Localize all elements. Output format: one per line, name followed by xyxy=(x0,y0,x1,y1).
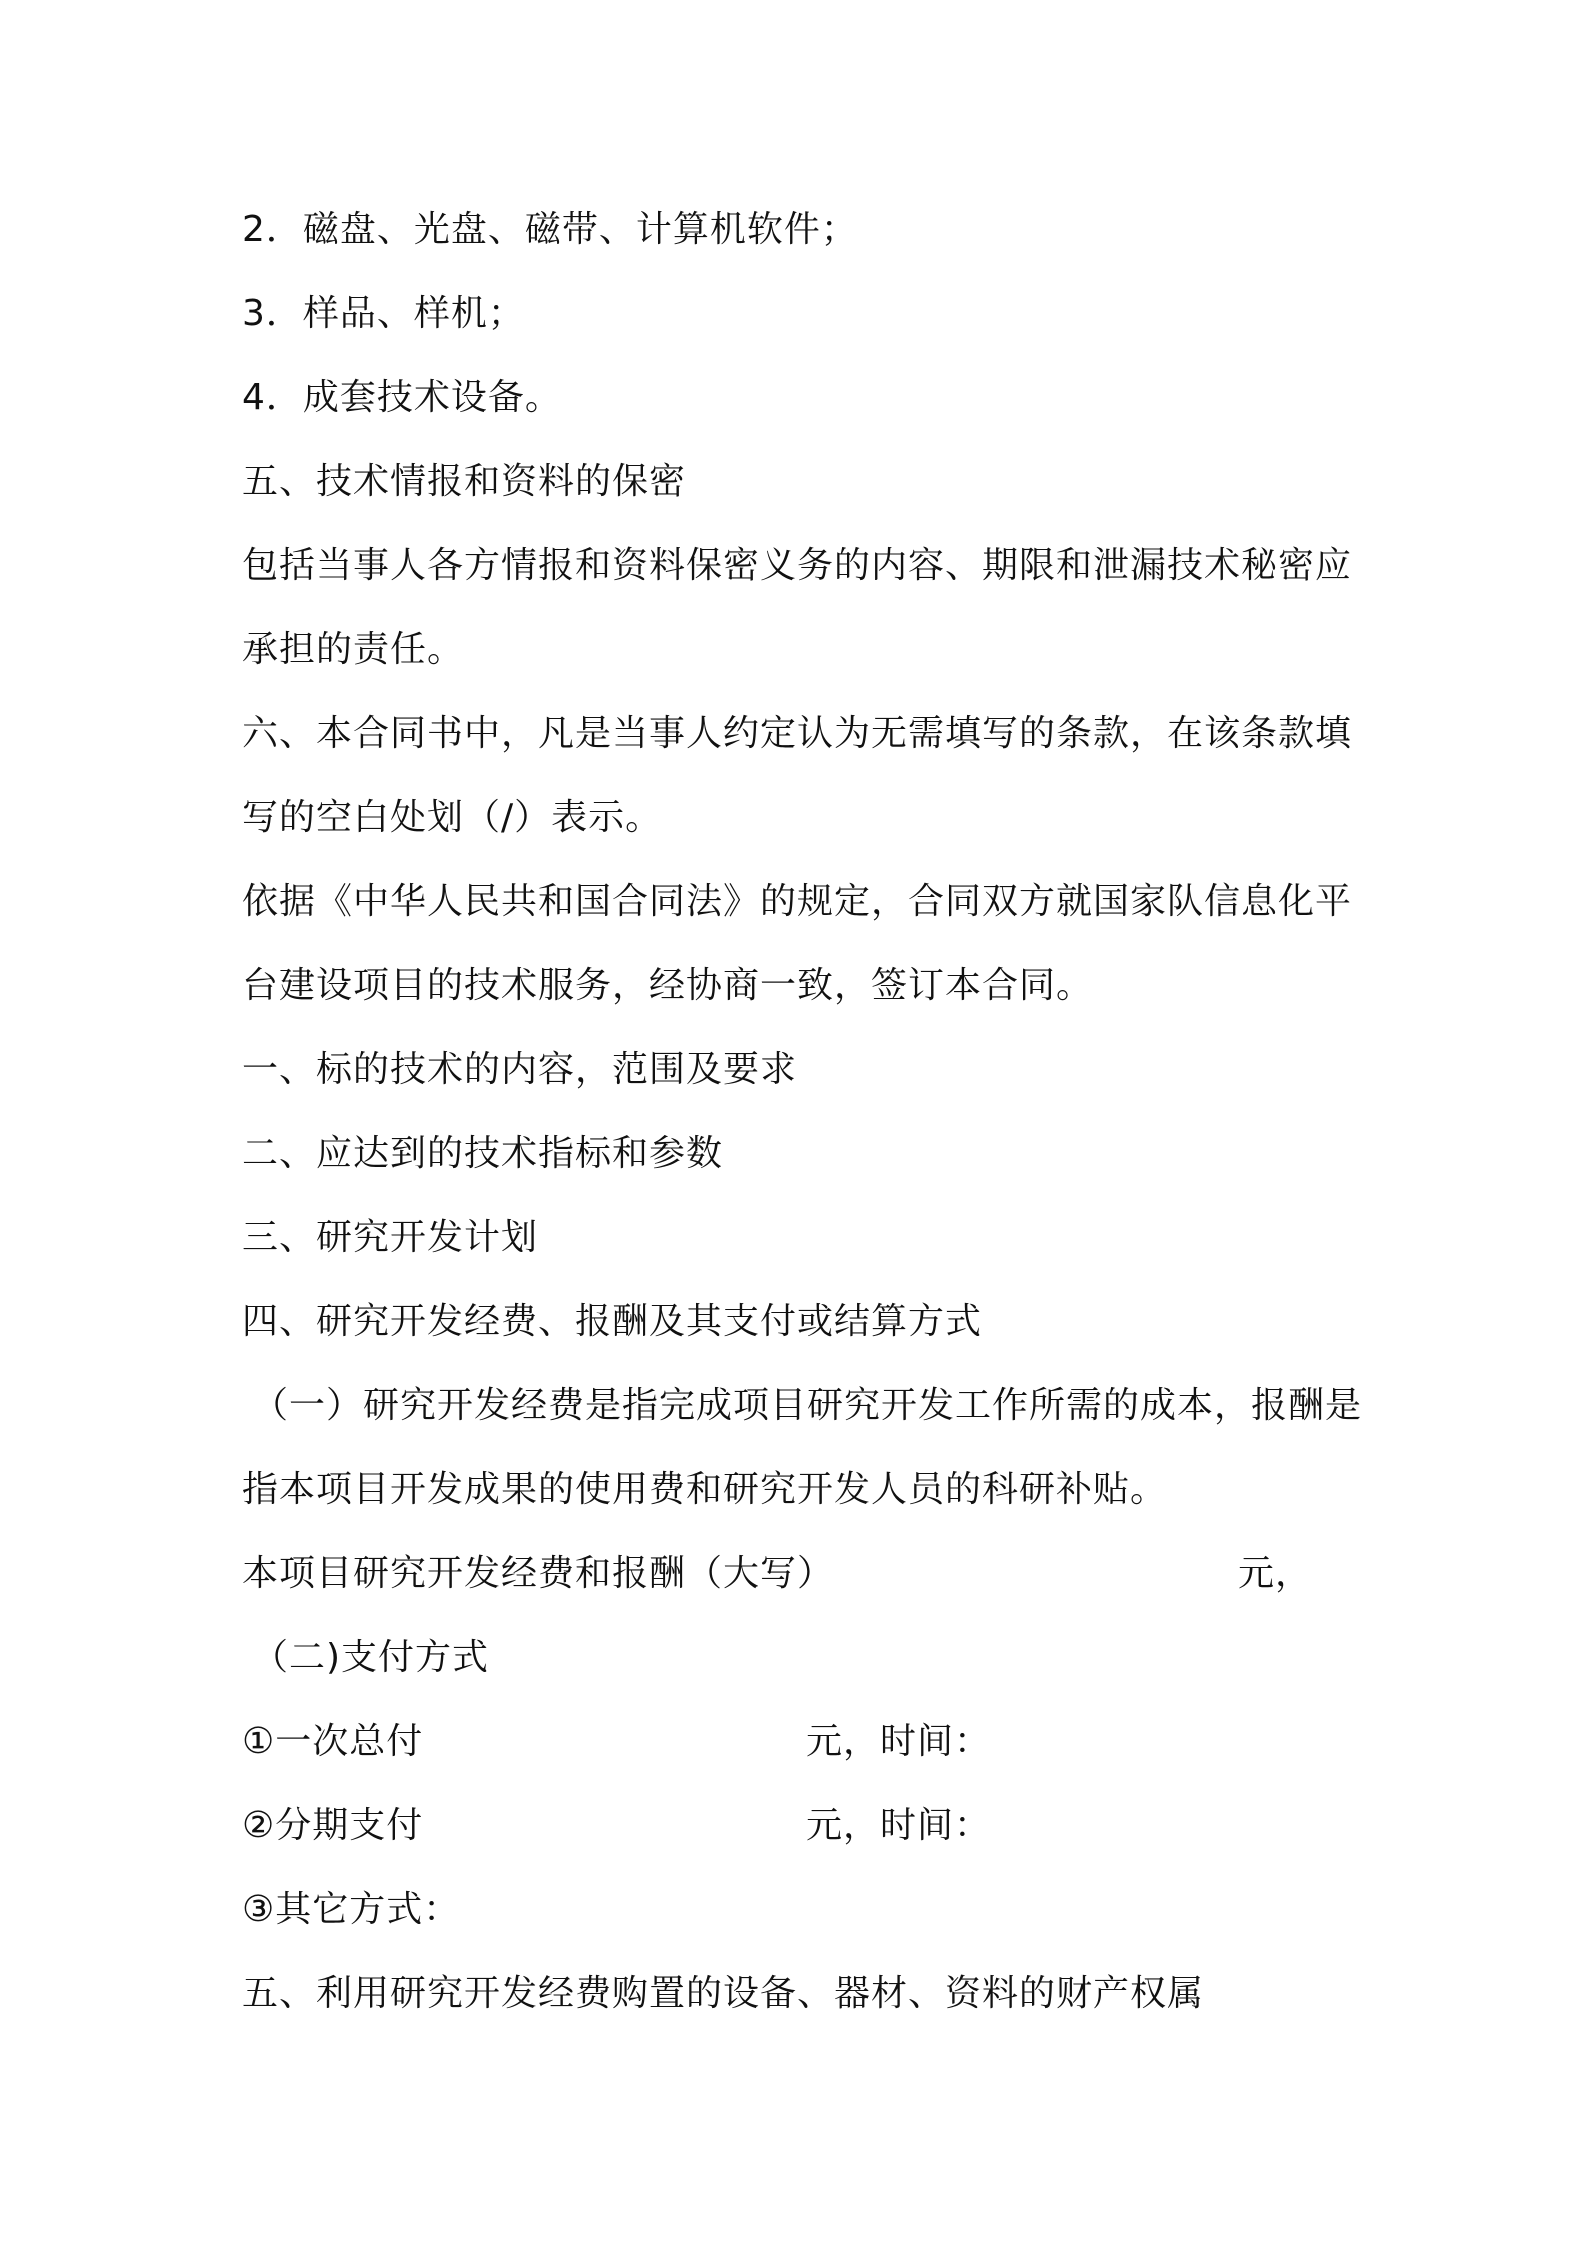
heading-article-5-property: 五、利用研究开发经费购置的设备、器材、资料的财产权属 xyxy=(242,1973,1205,2014)
total-amount-unit: 元， xyxy=(1238,1553,1313,1594)
heading-section-5-confidentiality: 五、技术情报和资料的保密 xyxy=(242,461,687,502)
paragraph-confidentiality-line-1: 包括当事人各方情报和资料保密义务的内容、期限和泄漏技术秘密应 xyxy=(242,545,1353,586)
item-4-equipment: 4．成套技术设备。 xyxy=(242,377,562,418)
heading-article-3: 三、研究开发计划 xyxy=(242,1217,539,1258)
heading-article-2: 二、应达到的技术指标和参数 xyxy=(242,1133,724,1174)
lump-sum-unit-time: 元，时间： xyxy=(806,1721,992,1762)
heading-article-1: 一、标的技术的内容，范围及要求 xyxy=(242,1049,798,1090)
paragraph-confidentiality-line-2: 承担的责任。 xyxy=(242,629,465,670)
preamble-line-1: 依据《中华人民共和国合同法》的规定，合同双方就国家队信息化平 xyxy=(242,881,1353,922)
payment-method-heading: （二)支付方式 xyxy=(252,1637,490,1678)
item-3-samples: 3．样品、样机； xyxy=(242,293,525,334)
paragraph-funding-line-1: （一）研究开发经费是指完成项目研究开发工作所需的成本，报酬是 xyxy=(252,1385,1363,1426)
heading-section-6-line-1: 六、本合同书中，凡是当事人约定认为无需填写的条款，在该条款填 xyxy=(242,713,1353,754)
total-amount-label: 本项目研究开发经费和报酬（大写） xyxy=(242,1553,835,1594)
installment-unit-time: 元，时间： xyxy=(806,1805,992,1846)
item-2-media: 2．磁盘、光盘、磁带、计算机软件； xyxy=(242,209,858,250)
paragraph-funding-line-2: 指本项目开发成果的使用费和研究开发人员的科研补贴。 xyxy=(242,1469,1168,1510)
lump-sum-label: ①一次总付 xyxy=(242,1721,424,1762)
other-method-label: ③其它方式： xyxy=(242,1889,461,1930)
heading-section-6-line-2: 写的空白处划（/）表示。 xyxy=(242,797,663,838)
preamble-line-2: 台建设项目的技术服务，经协商一致，签订本合同。 xyxy=(242,965,1094,1006)
heading-article-4: 四、研究开发经费、报酬及其支付或结算方式 xyxy=(242,1301,983,1342)
installment-label: ②分期支付 xyxy=(242,1805,424,1846)
